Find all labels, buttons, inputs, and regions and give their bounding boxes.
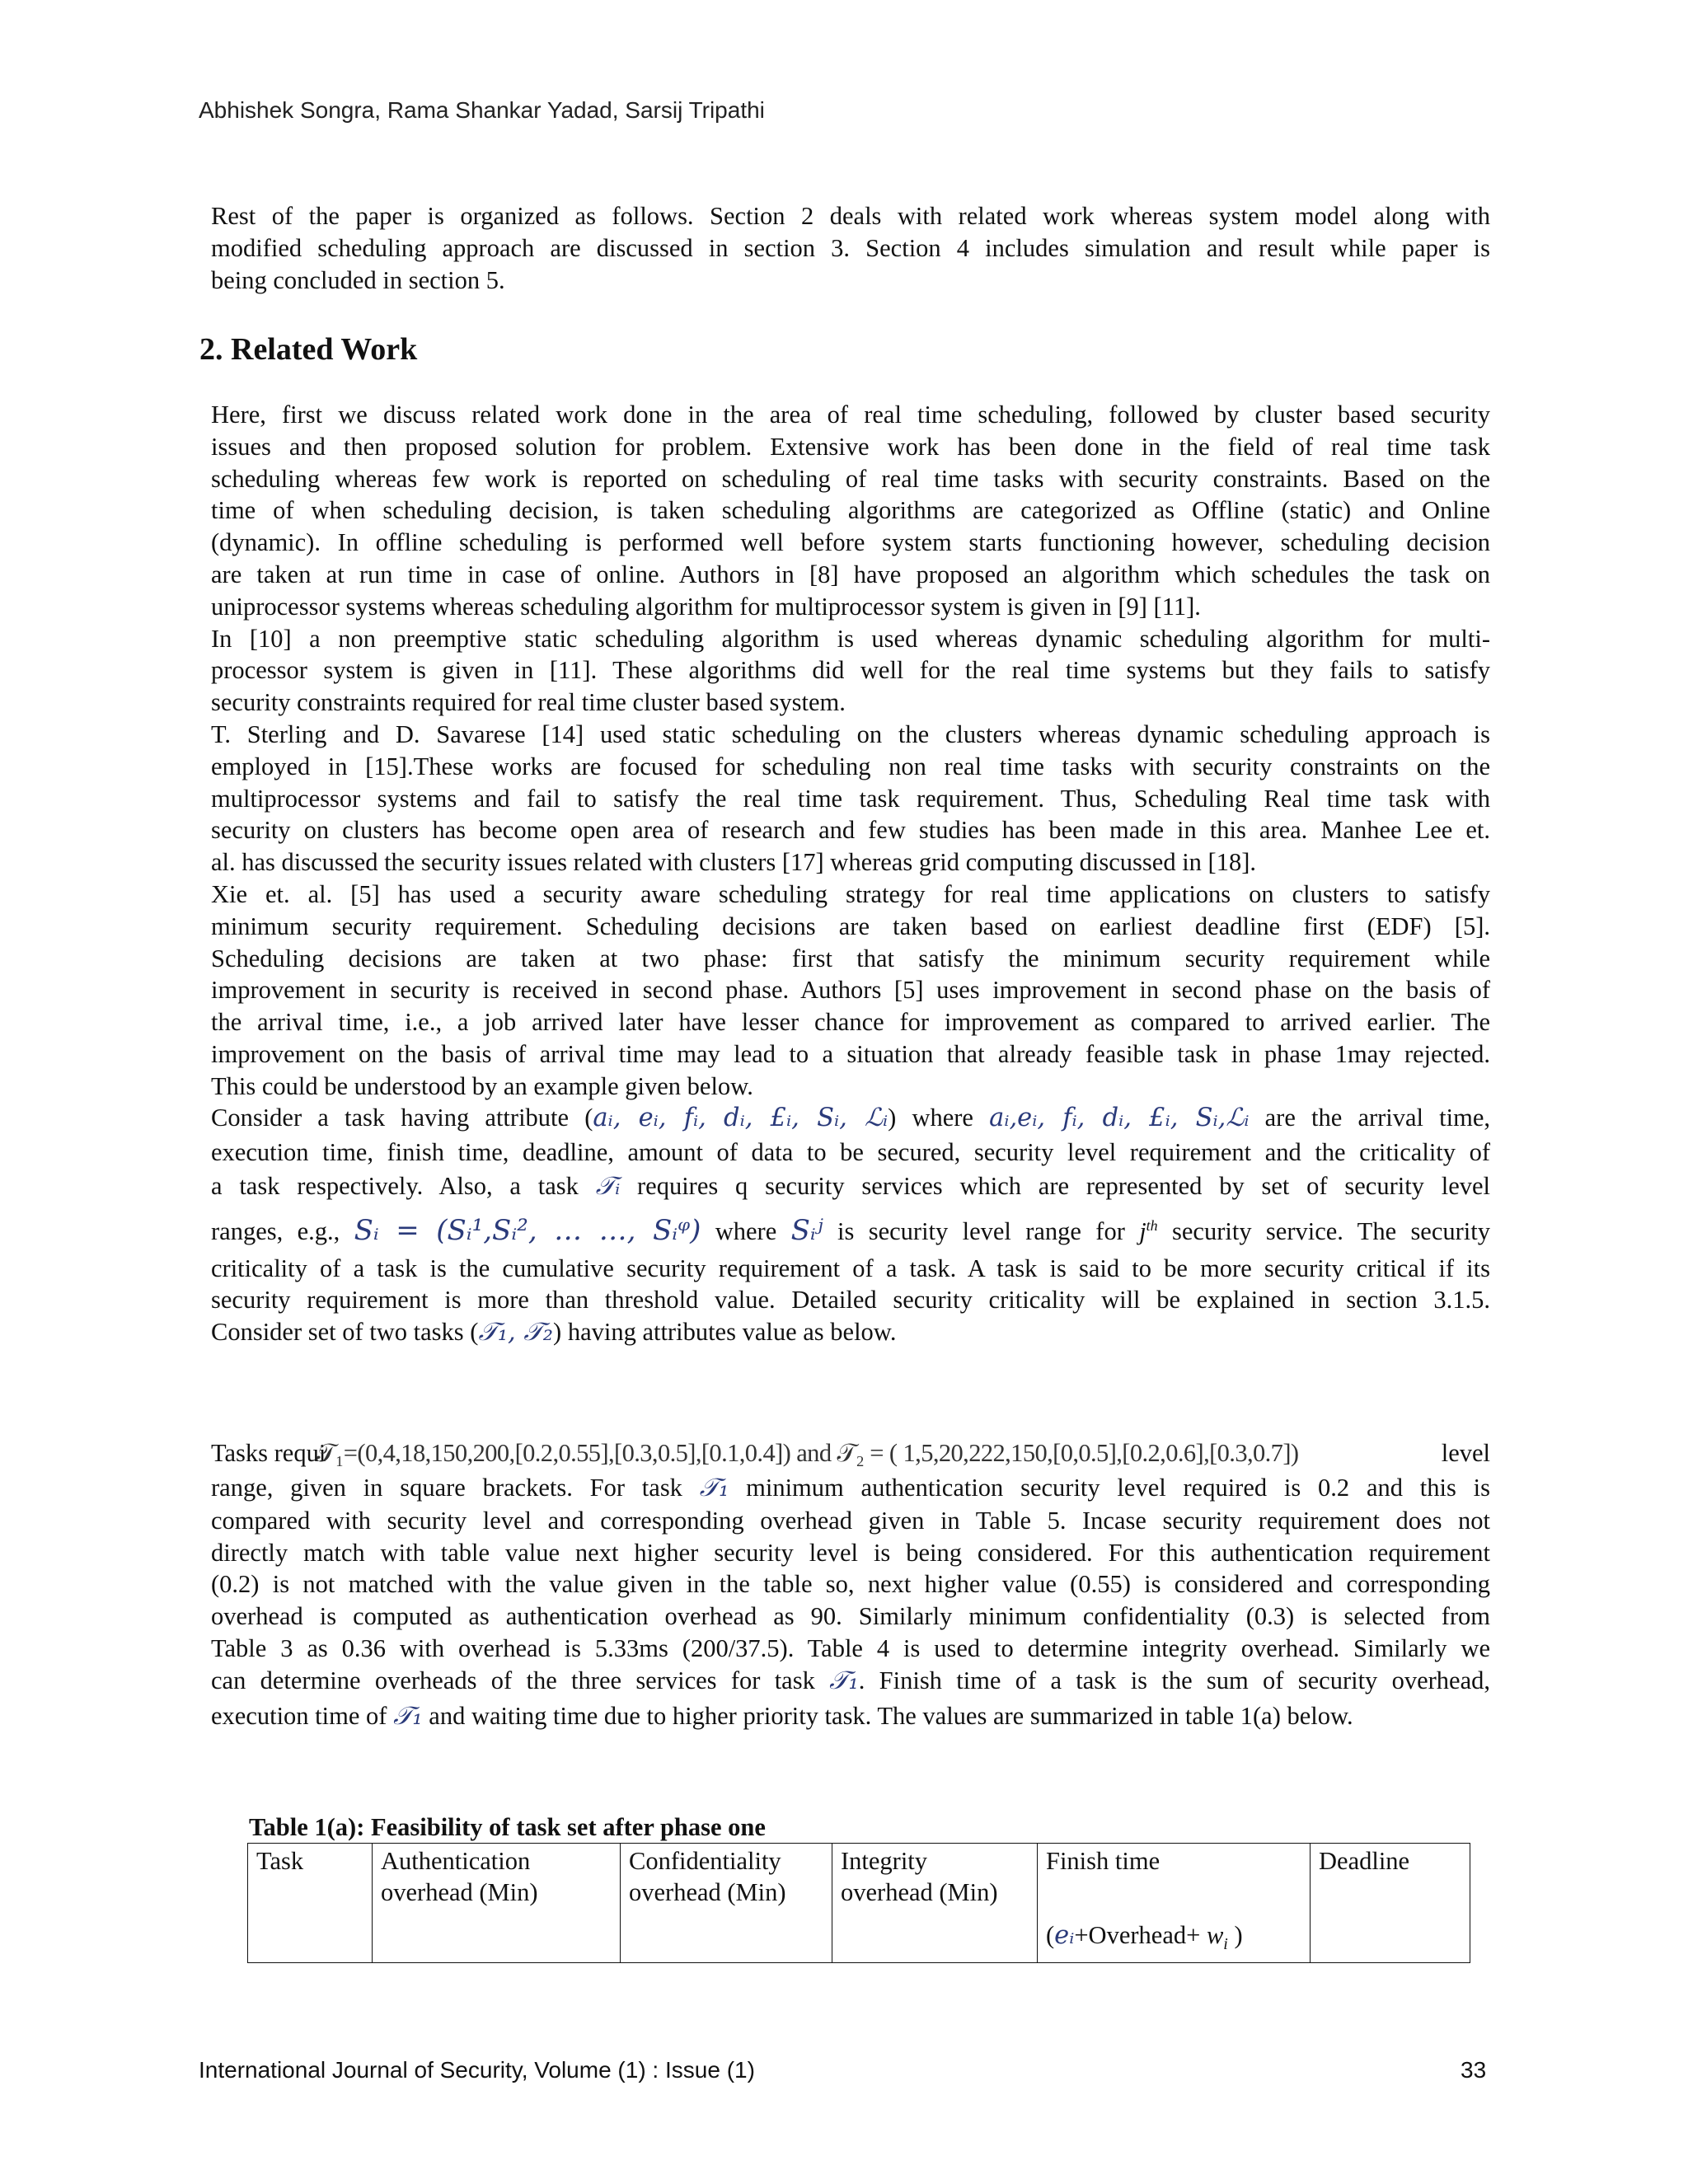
text-fragment: level: [1441, 1439, 1490, 1467]
text-line: This could be understood by an example given below.: [211, 1071, 753, 1100]
overlapping-task-definition-line: [211, 1439, 1490, 1472]
col-task: [248, 1844, 373, 1963]
text-fragment: where: [701, 1216, 791, 1245]
text-line: multiprocessor systems and fail to satisfy the real time task requirement. Thus, Scheduling Real time task with: [211, 784, 1490, 813]
text-line: Here, first we discuss related work done in the area of real time scheduling, followed by cluster based security: [211, 401, 1490, 429]
text-line: modified scheduling approach are discussed in section 3. Section 4 includes simulation and result while paper is: [211, 233, 1490, 262]
text-fragment: range, given in square brackets. For task: [211, 1474, 700, 1502]
formula-subscript: i: [1223, 1935, 1228, 1954]
table-caption: Table 1(a): Feasibility of task set after phase one: [249, 1813, 766, 1841]
text-line: security constraints required for real time cluster based system.: [211, 688, 846, 717]
task-symbol: 𝒯₁: [829, 1666, 859, 1695]
text-fragment: ) having attributes value as below.: [553, 1318, 897, 1347]
attribute-list: aᵢ,eᵢ, fᵢ, dᵢ, £ᵢ, Sᵢ,ℒᵢ: [989, 1104, 1250, 1132]
text-line: compared with security level and corresponding overhead given in Table 5. Incase security requirement does not: [211, 1506, 1490, 1535]
header-label: Confidentiality: [629, 1847, 781, 1875]
text-line: Rest of the paper is organized as follows. Section 2 deals with related work whereas system model along with: [211, 202, 1490, 230]
formula-term: eᵢ: [1054, 1921, 1075, 1950]
col-authentication: [373, 1844, 621, 1963]
header-label: overhead (Min): [381, 1878, 538, 1906]
formula-term: +Overhead+: [1074, 1921, 1207, 1949]
formula-term: w: [1206, 1921, 1224, 1949]
text-line: criticality of a task is the cumulative security requirement of a task. A task is said to be more security critical if its: [211, 1254, 1490, 1282]
header-label: Authentication: [381, 1847, 531, 1875]
table-header-row: [248, 1844, 1470, 1963]
text-fragment: ) where: [888, 1104, 990, 1132]
header-label: overhead (Min): [841, 1878, 998, 1906]
text-line: employed in [15].These works are focused for scheduling non real time tasks with security constraints on the: [211, 752, 1490, 780]
attribute-tuple: aᵢ, eᵢ, fᵢ, dᵢ, £ᵢ, Sᵢ, ℒᵢ: [593, 1104, 889, 1132]
col-finish-time: [1038, 1844, 1311, 1963]
text-fragment: and waiting time due to higher priority task. The values are summarized in table 1(a) below.: [422, 1701, 1353, 1730]
text-fragment: Consider set of two tasks (: [211, 1318, 479, 1347]
superscript: th: [1146, 1216, 1158, 1234]
text-line: [211, 1665, 1490, 1698]
text-line: overhead is computed as authentication overhead as 90. Similarly minimum confidentiality (0.3) is selected from: [211, 1602, 1490, 1631]
text-line: improvement on the basis of arrival time may lead to a situation that already feasible task in phase 1may rejected.: [211, 1039, 1490, 1068]
text-line: scheduling whereas few work is reported on scheduling of real time tasks with security constraints. Based on the: [211, 464, 1490, 493]
text-fragment: minimum authentication security level required is 0.2 and this is: [729, 1474, 1490, 1502]
text-line: [211, 1698, 1490, 1735]
text-fragment: a task respectively. Also, a task: [211, 1172, 596, 1200]
text-line: [211, 1169, 1490, 1204]
page-number: 33: [1461, 2057, 1487, 2083]
text-line: improvement in security is received in second phase. Authors [5] uses improvement in second phase on the basis of: [211, 976, 1490, 1005]
text-line: are taken at run time in case of online. Authors in [8] have proposed an algorithm which schedules the task on: [211, 560, 1490, 588]
header-label: Integrity: [841, 1847, 928, 1875]
overhead-paragraph: [211, 1472, 1490, 1735]
task-symbol: 𝒯₁: [699, 1474, 729, 1502]
text-line: In [10] a non preemptive static scheduling algorithm is used whereas dynamic scheduling algorithm for multi-: [211, 624, 1490, 653]
task-set-symbol: 𝒯₁, 𝒯₂: [478, 1318, 554, 1347]
text-line: directly match with table value next higher security level is being considered. For this authentication requirement: [211, 1538, 1490, 1567]
task-symbol: 𝒯₁: [393, 1701, 423, 1731]
header-label: Deadline: [1319, 1847, 1410, 1875]
header-label: Task: [256, 1847, 304, 1875]
text-line: the arrival time, i.e., a job arrived later have lesser chance for improvement as compared to arrived earlier. The: [211, 1008, 1490, 1037]
text-fragment: Consider a task having attribute (: [211, 1104, 593, 1132]
text-line: Xie et. al. [5] has used a security aware scheduling strategy for real time applications on clusters to satisfy: [211, 879, 1490, 908]
text-line: [211, 1204, 1490, 1253]
text-line: time of when scheduling decision, is taken scheduling algorithms are categorized as Offline (static) and Online: [211, 496, 1490, 525]
text-line: Scheduling decisions are taken at two phase: first that satisfy the minimum security requirement while: [211, 944, 1490, 972]
text-fragment: are the arrival time,: [1249, 1104, 1491, 1132]
related-work-paragraph-1: [211, 399, 1490, 1103]
journal-footer: International Journal of Security, Volume (1) : Issue (1): [199, 2057, 755, 2083]
security-range-symbol: Sᵢʲ: [790, 1213, 823, 1247]
header-label: overhead (Min): [629, 1878, 786, 1906]
text-fragment: can determine overheads of the three services for task: [211, 1666, 830, 1694]
text-line: [211, 1316, 1490, 1349]
security-range-equation: Sᵢ = (Sᵢ¹,Sᵢ², … …, Sᵢᵠ): [354, 1213, 701, 1247]
text-line: uniprocessor systems whereas scheduling algorithm for multiprocessor system is given in [9] [11].: [211, 592, 1201, 621]
task-symbol: 𝒯ᵢ: [595, 1172, 621, 1201]
col-confidentiality: [621, 1844, 832, 1963]
text-line: T. Sterling and D. Savarese [14] used static scheduling on the clusters whereas dynamic scheduling approach is: [211, 719, 1490, 748]
text-fragment: Tasks requi: [211, 1439, 326, 1467]
task-set-values: 𝒯₁=(0,4,18,150,200,[0.2,0.55],[0.3,0.5],[0.1,0.4]) and 𝒯₂ = ( 1,5,20,222,150,[0,0.5],[0.2,0.6],[0.3,0.7]): [316, 1439, 1299, 1467]
text-fragment: . Finish time of a task is the sum of security overhead,: [858, 1666, 1490, 1694]
text-fragment: requires q security services which are represented by set of security level: [620, 1172, 1491, 1200]
text-fragment: execution time of: [211, 1701, 394, 1730]
text-line: minimum security requirement. Scheduling decisions are taken based on earliest deadline first (EDF) [5].: [211, 912, 1490, 940]
text-line: execution time, finish time, deadline, amount of data to be secured, security level requirement and the criticality of: [211, 1137, 1490, 1166]
running-header: Abhishek Songra, Rama Shankar Yadad, Sarsij Tripathi: [199, 97, 765, 123]
finish-formula: (eᵢ+Overhead+ $w_i$ ): [1046, 1921, 1243, 1954]
col-deadline: [1311, 1844, 1470, 1963]
section-heading: 2. Related Work: [199, 332, 418, 367]
text-line: security on clusters has become open area of research and few studies has been made in this area. Manhee Lee et.: [211, 816, 1490, 845]
text-line: [211, 1101, 1490, 1136]
text-line: security requirement is more than threshold value. Detailed security criticality will be explained in section 3.1.5.: [211, 1286, 1490, 1315]
header-label: Finish time: [1046, 1847, 1160, 1875]
text-line: being concluded in section 5.: [211, 265, 505, 294]
text-line: (dynamic). In offline scheduling is performed well before system starts functioning however, scheduling decision: [211, 528, 1490, 557]
text-line: processor system is given in [11]. These algorithms did well for the real time systems but they fails to satisfy: [211, 656, 1490, 685]
task-attribute-paragraph: [211, 1101, 1490, 1349]
text-line: [211, 1472, 1490, 1505]
text-fragment: is security level range for: [823, 1216, 1140, 1245]
j-variable: j: [1139, 1216, 1146, 1245]
text-line: issues and then proposed solution for problem. Extensive work has been done in the field of real time task: [211, 432, 1490, 461]
text-line: (0.2) is not matched with the value given in the table so, next higher value (0.55) is considered and corresponding: [211, 1570, 1490, 1599]
feasibility-table: [247, 1843, 1470, 1963]
text-fragment: security service. The security: [1157, 1216, 1490, 1245]
text-line: al. has discussed the security issues related with clusters [17] whereas grid computing discussed in [18].: [211, 848, 1256, 877]
col-integrity: [832, 1844, 1038, 1963]
intro-paragraph: [211, 200, 1490, 296]
text-line: Table 3 as 0.36 with overhead is 5.33ms (200/37.5). Table 4 is used to determine integrity overhead. Similarly we: [211, 1633, 1490, 1662]
text-fragment: ranges, e.g.,: [211, 1216, 354, 1245]
